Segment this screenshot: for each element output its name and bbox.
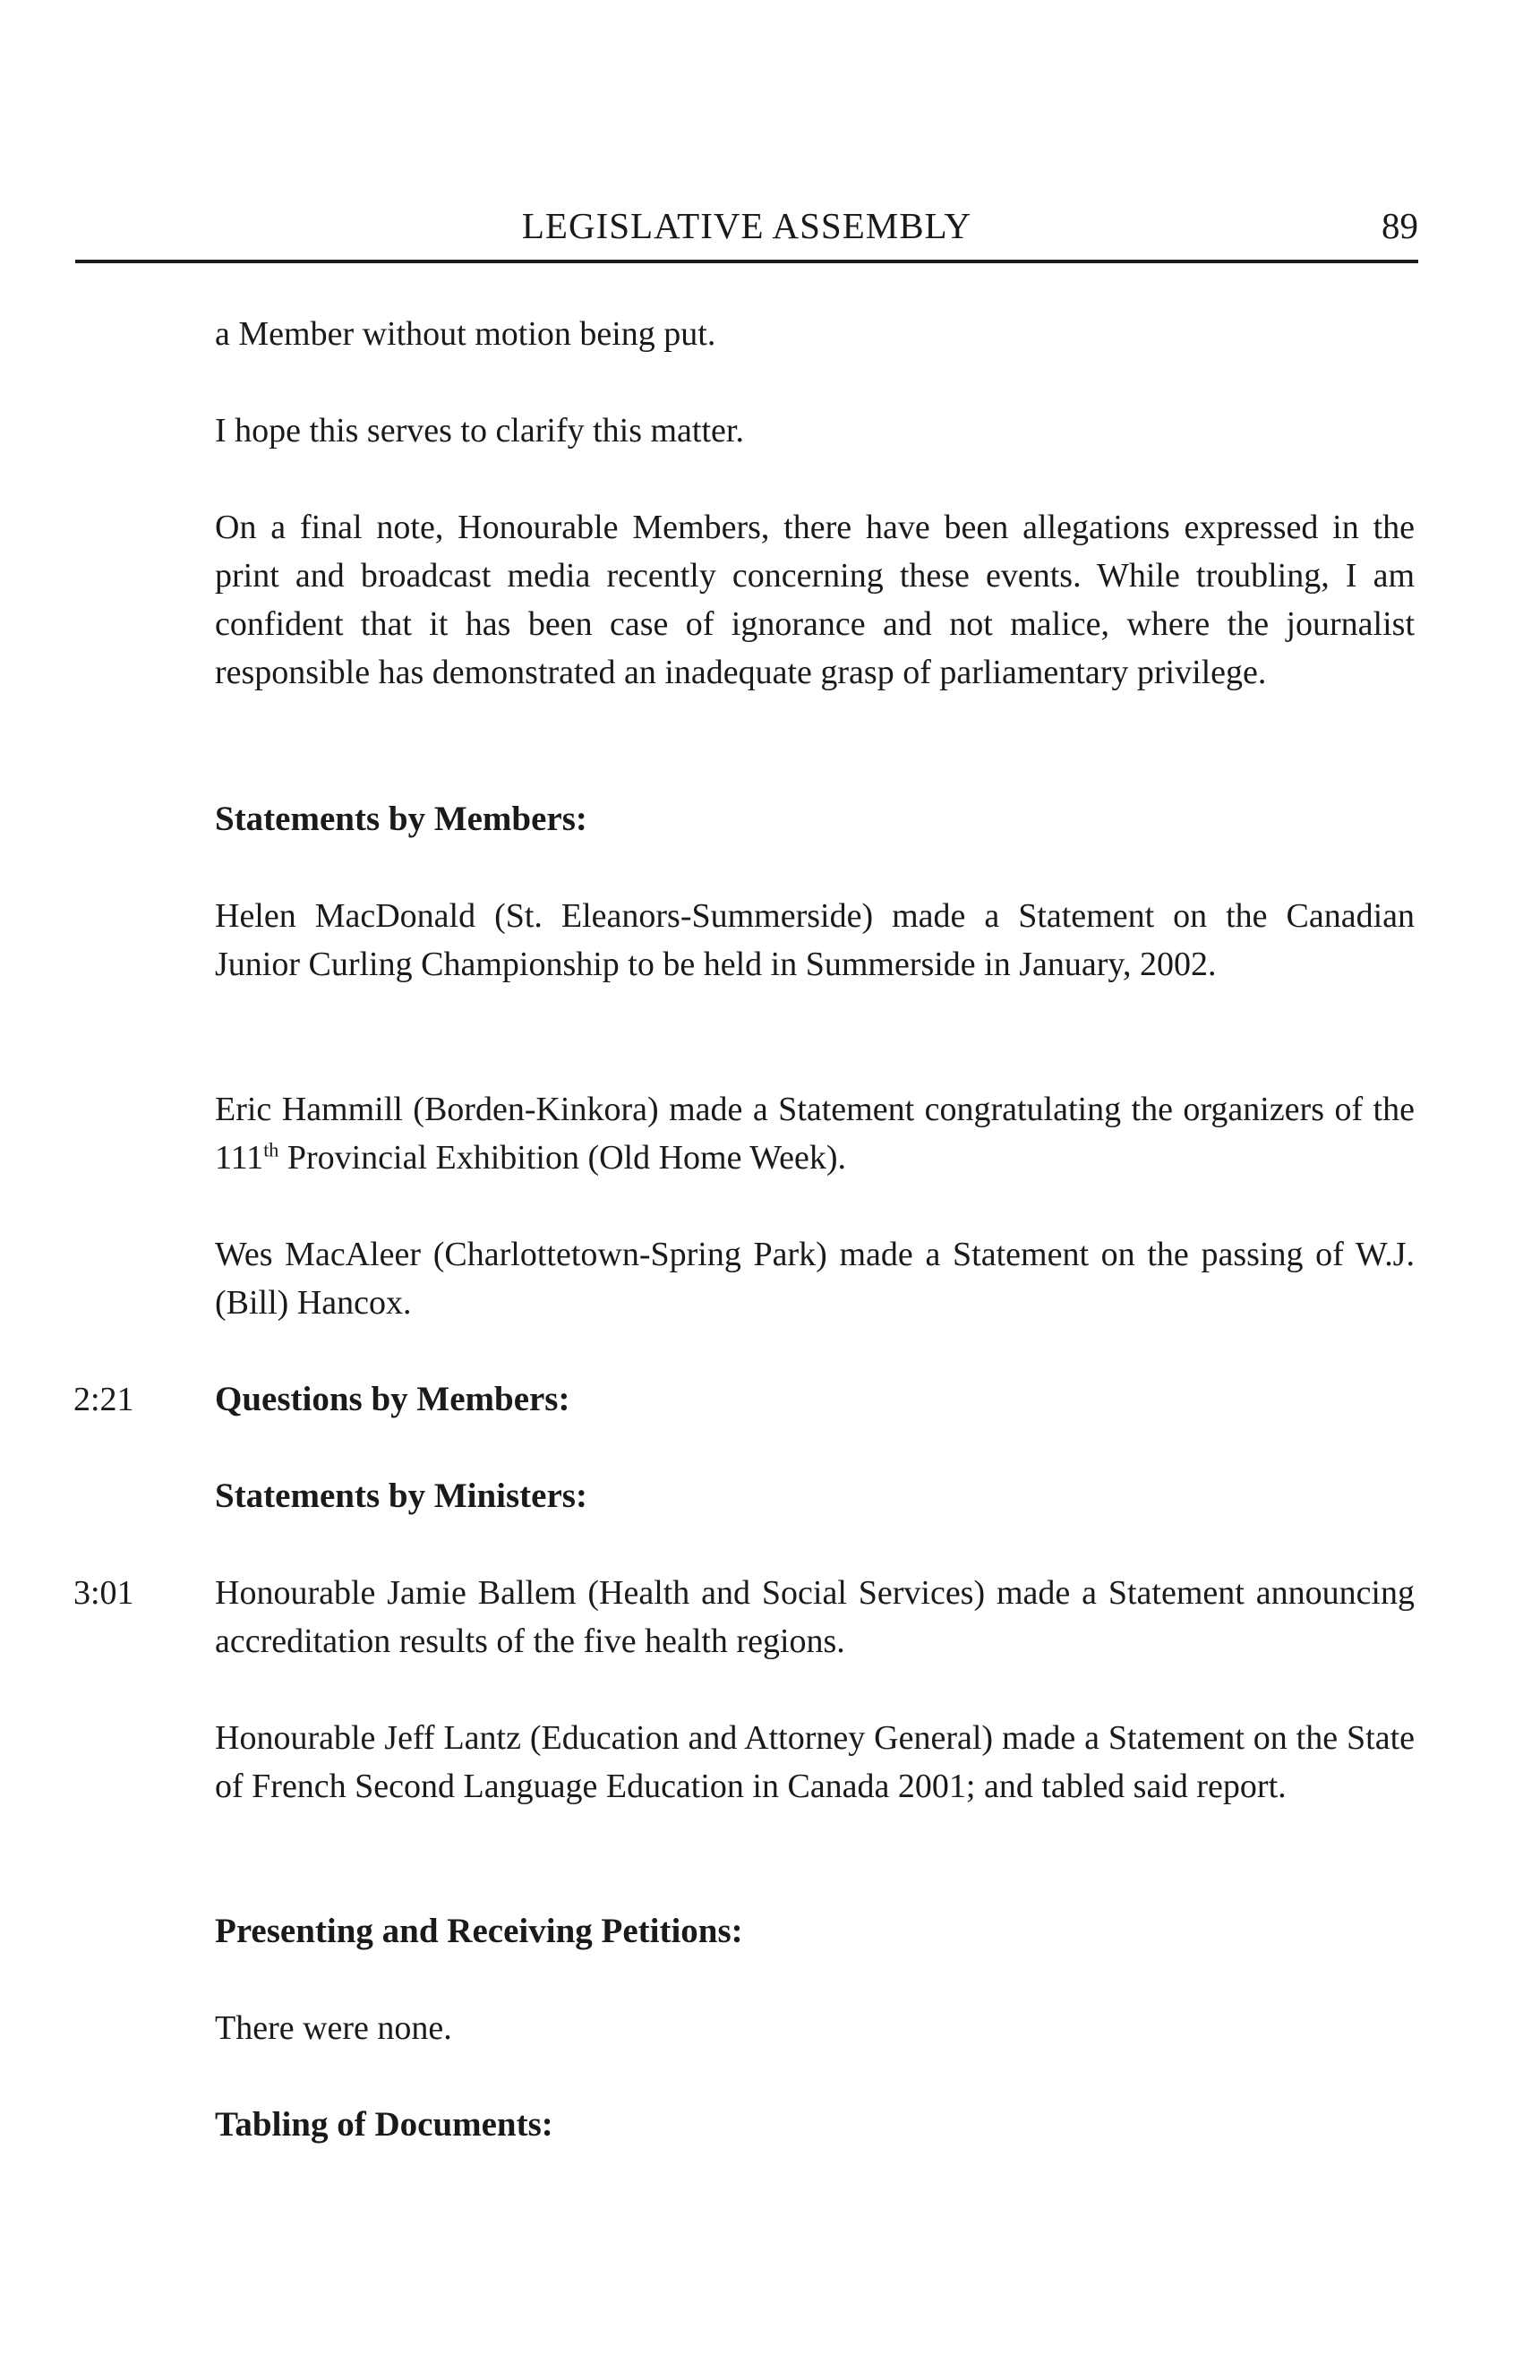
heading-tabling-of-documents: Tabling of Documents:	[215, 2105, 553, 2144]
page-number: 89	[1382, 205, 1418, 246]
statement-text-before: Eric Hammill (Borden-Kinkora) made a Statement congratulating the organizers of the 111	[215, 1091, 1415, 1177]
paragraph-final-note: On a final note, Honourable Members, there have been allegations expressed in the print and broadcast media recently concerning these events. While troubling, I am confident that it has been case of ignorance and not malice, where the journalist responsible has demonstrated an inadequate grasp of parliamentary privilege.	[215, 509, 1415, 691]
paragraph-clarify: I hope this serves to clarify this matter.	[215, 412, 744, 449]
statement-text-after: Provincial Exhibition (Old Home Week).	[278, 1139, 846, 1177]
minister-statement-ballem: Honourable Jamie Ballem (Health and Social Services) made a Statement announcing accreditation results of the five health regions.	[215, 1574, 1415, 1660]
heading-statements-by-ministers: Statements by Ministers:	[215, 1477, 587, 1515]
time-stamp: 2:21	[73, 1381, 134, 1418]
time-stamp: 3:01	[73, 1574, 134, 1612]
member-statement-hammill	[215, 1085, 1415, 1182]
page-header	[75, 199, 1418, 263]
member-statement-macdonald: Helen MacDonald (St. Eleanors-Summerside) made a Statement on the Canadian Junior Curling Championship to be held in Summerside in January, 2002.	[215, 897, 1415, 983]
heading-questions-by-members: Questions by Members:	[215, 1380, 570, 1418]
minister-statement-lantz: Honourable Jeff Lantz (Education and Attorney General) made a Statement on the State of French Second Language Education in Canada 2001; and tabled said report.	[215, 1719, 1415, 1805]
header-title: LEGISLATIVE ASSEMBLY	[521, 205, 972, 246]
member-statement-macaleer: Wes MacAleer (Charlottetown-Spring Park) made a Statement on the passing of W.J. (Bill) Hancox.	[215, 1236, 1415, 1322]
heading-statements-by-members: Statements by Members:	[215, 800, 587, 838]
heading-petitions: Presenting and Receiving Petitions:	[215, 1912, 743, 1950]
paragraph-continuation: a Member without motion being put.	[215, 315, 716, 353]
petitions-text: There were none.	[215, 2009, 452, 2047]
ordinal-suffix: th	[263, 1138, 279, 1161]
